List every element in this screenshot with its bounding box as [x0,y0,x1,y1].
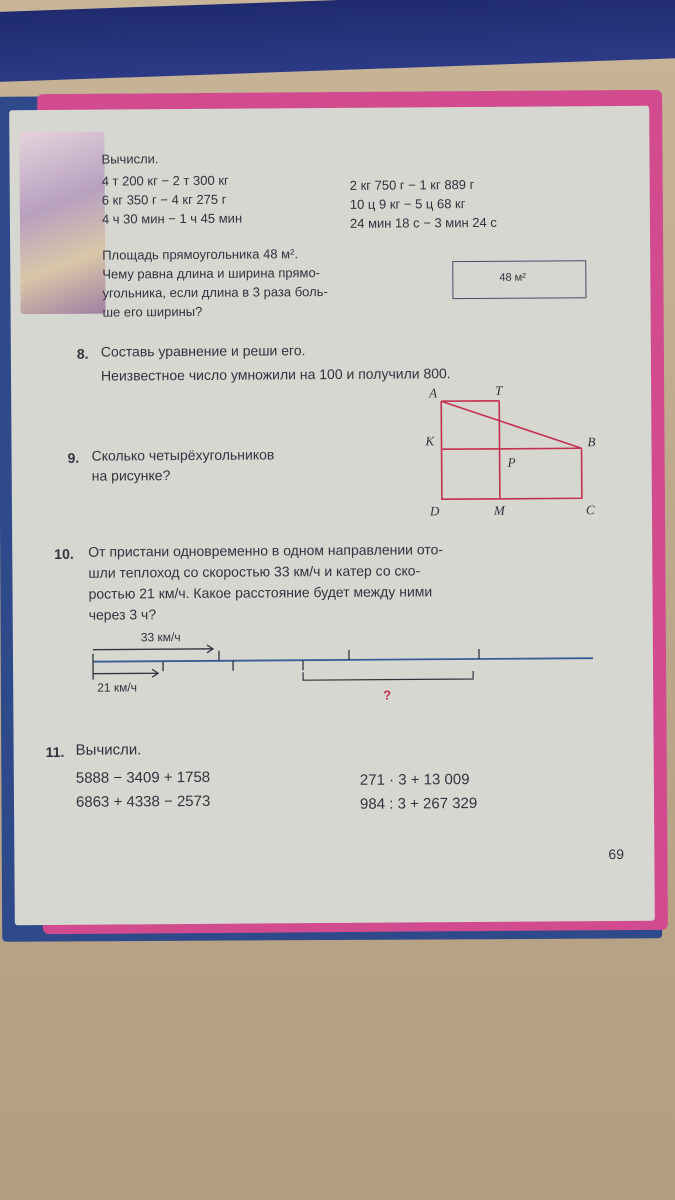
route-line [93,658,593,661]
task7-title: Вычисли. [101,151,159,167]
area-task-line-4: ше его ширины? [102,303,203,320]
task9-line-1: Сколько четырёхугольников [91,446,275,464]
page-number: 69 [608,845,625,863]
line-a-b [441,400,581,449]
task10-line-3: ростью 21 км/ч. Какое расстояние будет между ними [88,583,433,602]
task10-line-1: От пристани одновременно в одном направлении ото- [88,541,444,560]
task8-number: 8. [76,345,89,362]
textbook-page [9,106,655,925]
task11-number: 11. [45,743,65,761]
point-k: K [425,433,435,449]
point-c: C [585,502,595,518]
point-p: P [507,454,516,470]
area-task-line-2: Чему равна длина и ширина прямо- [102,265,321,282]
task7-left-3: 4 ч 30 мин − 1 ч 45 мин [101,210,243,227]
arrow-33 [93,649,213,650]
point-m: M [493,502,505,518]
point-b: B [587,434,596,450]
speed-21-label: 21 км/ч [97,680,138,695]
task11-right-2: 984 : 3 + 267 329 [359,794,478,813]
task11-right-1: 271 · 3 + 13 009 [359,771,470,789]
task11-left-2: 6863 + 4338 − 2573 [75,792,211,811]
task10-number: 10. [54,545,74,562]
task8-line-2: Неизвестное число умножили на 100 и получили 800. [100,365,451,384]
line-k-b [442,448,582,449]
task7-left-1: 4 т 200 кг − 2 т 300 кг [101,172,229,189]
task11-left-1: 5888 − 3409 + 1758 [75,768,211,787]
line-t-m [499,401,500,499]
area-rectangle-label: 48 м² [499,271,526,284]
area-rectangle [452,260,586,299]
task9-number: 9. [67,449,80,466]
task9-line-2: на рисунке? [91,467,171,484]
point-d: D [429,503,440,519]
distance-bracket [303,671,473,680]
task8-line-1: Составь уравнение и реши его. [100,342,306,360]
task7-right-1: 2 кг 750 г − 1 кг 889 г [349,176,475,193]
area-task-line-1: Площадь прямоугольника 48 м². [102,246,299,263]
task11-title: Вычисли. [75,741,142,759]
task7-right-2: 10 ц 9 кг − 5 ц 68 кг [349,196,466,212]
motion-diagram [83,624,604,718]
page-illustration [19,132,105,315]
speed-33-label: 33 км/ч [140,630,181,645]
task10-line-4: через 3 ч? [88,606,157,623]
area-task-line-3: угольника, если длина в 3 раза боль- [102,284,328,301]
quadrilaterals-figure [411,378,612,519]
point-a: A [429,385,438,401]
unknown-distance: ? [383,687,392,703]
task10-line-2: шли теплоход со скоростью 33 км/ч и катер со ско- [88,562,421,581]
task7-left-2: 6 кг 350 г − 4 кг 275 г [101,191,227,208]
point-t: T [495,382,503,398]
task7-right-3: 24 мин 18 с − 3 мин 24 с [349,214,497,231]
